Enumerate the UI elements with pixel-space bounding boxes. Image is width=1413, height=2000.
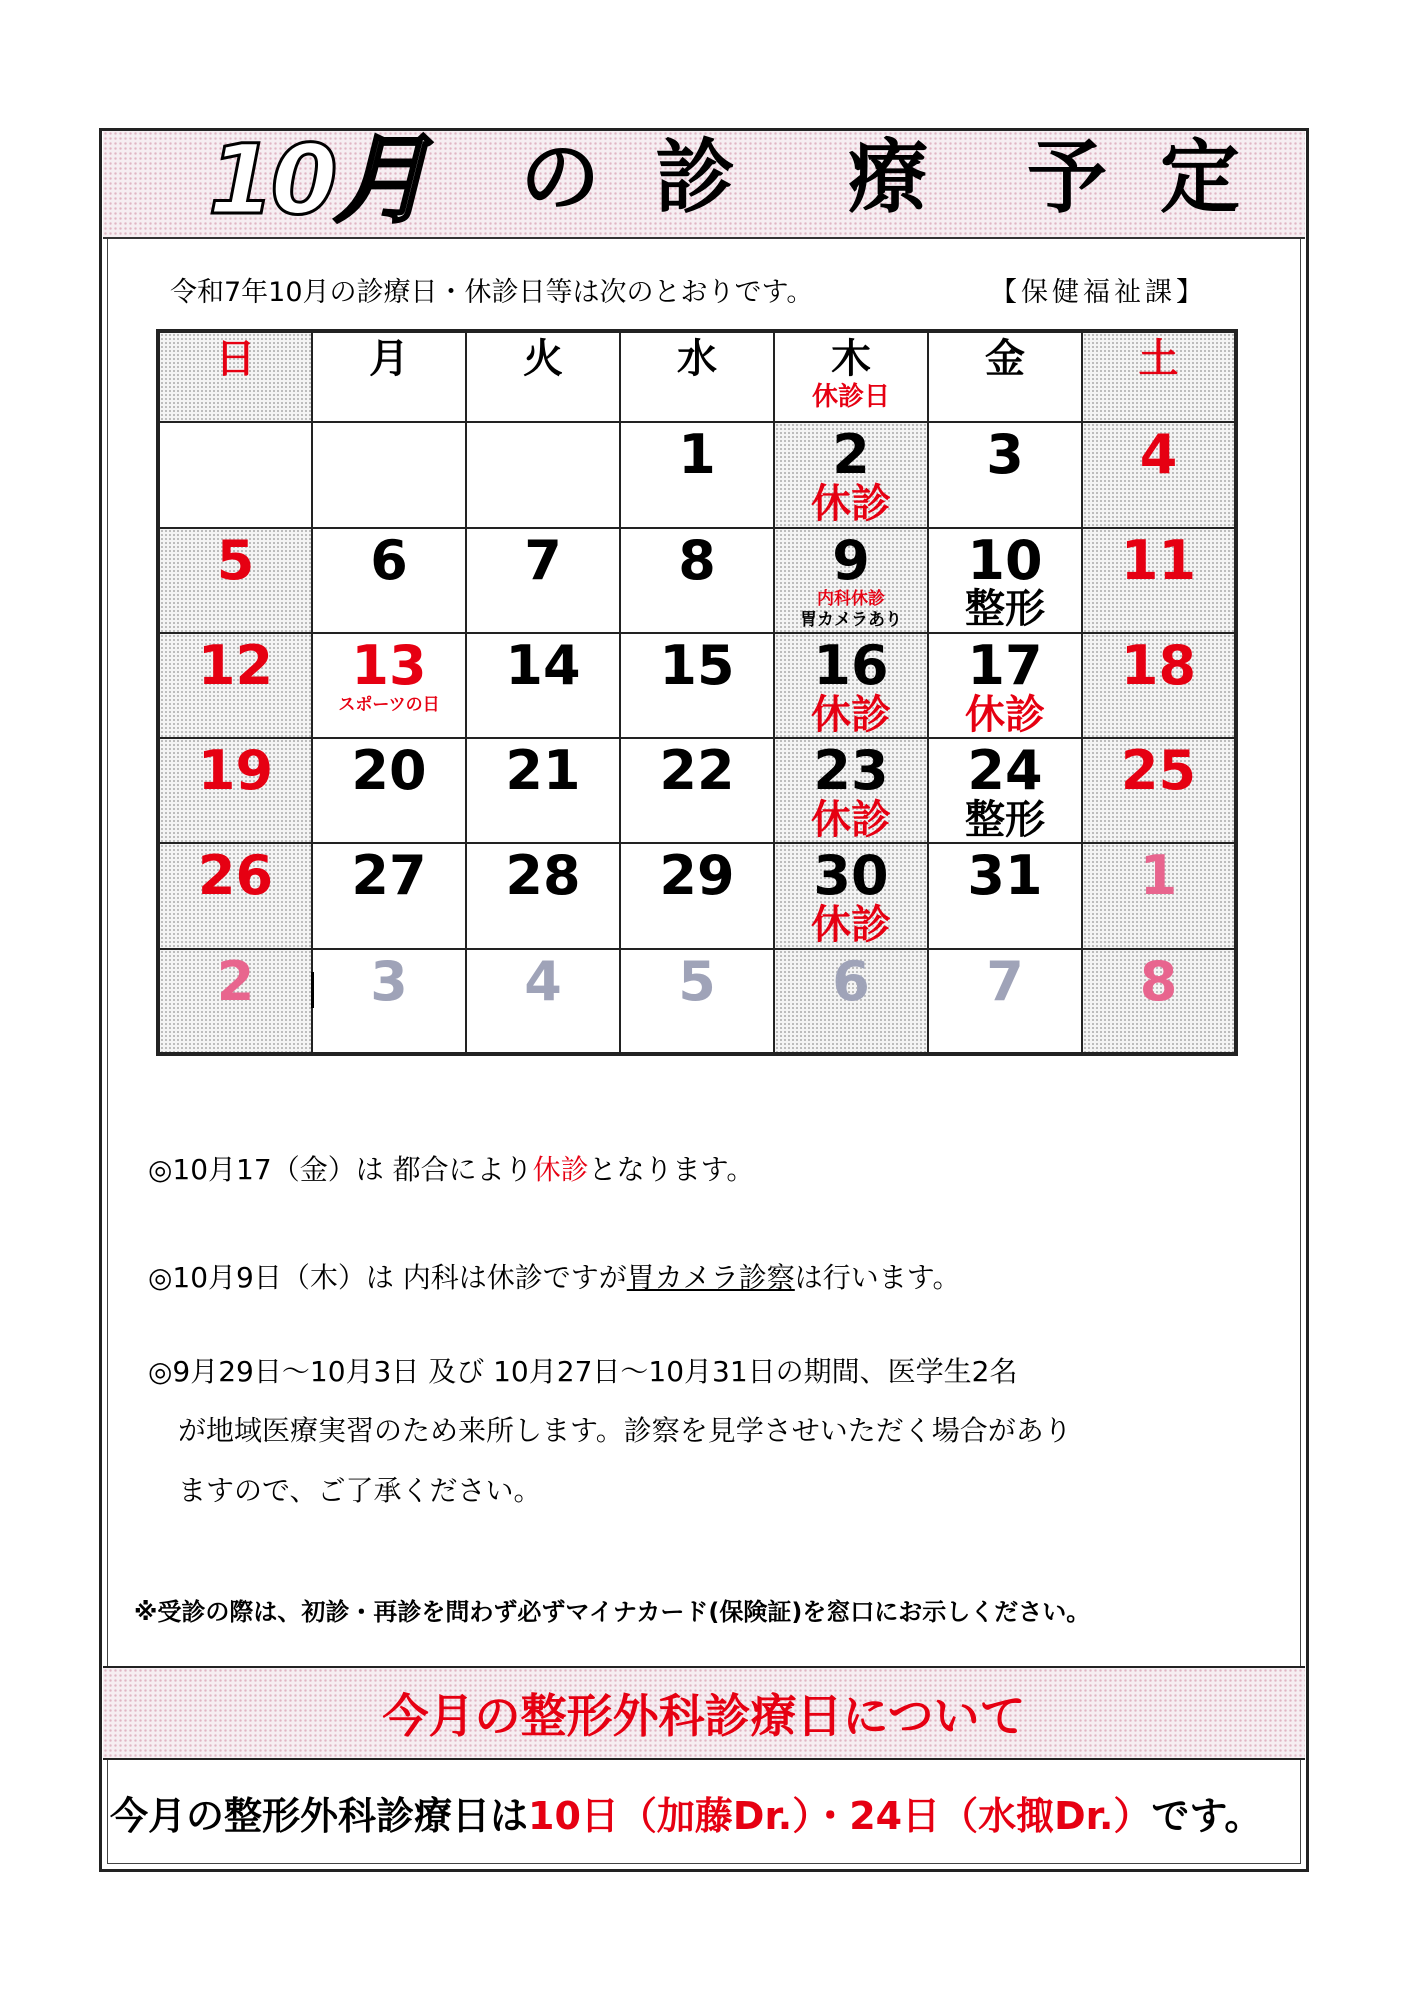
day-number: 7 [524, 528, 562, 592]
closed-label: 休診 [811, 796, 891, 843]
note-closed-17: ◎10月17（金）は 都合により休診となります。 [148, 1153, 755, 1186]
calendar-day-cell [312, 843, 466, 948]
day-number: 18 [1120, 633, 1197, 697]
title-char-yo: 予 [1027, 131, 1107, 224]
day-number: 19 [197, 739, 274, 803]
day-number: 1 [1139, 844, 1178, 908]
calendar-week-row [158, 422, 1236, 527]
day-number: 14 [505, 633, 581, 697]
closed-label: 休診 [965, 691, 1045, 738]
weekday-mon: 月 [312, 331, 466, 422]
day-number: 27 [351, 844, 427, 908]
calendar-day-cell [620, 738, 774, 843]
divider [103, 1758, 1305, 1760]
day-number: 22 [659, 739, 735, 803]
day-number: 8 [678, 528, 716, 592]
weekday-sat: 土 [1082, 331, 1236, 422]
calendar-day-cell [158, 738, 312, 843]
calendar-week-row [158, 528, 1236, 633]
weekday-wed: 水 [620, 331, 774, 422]
title-char-no: の [520, 131, 600, 224]
day-number: 15 [659, 633, 735, 697]
calendar-day-cell [774, 949, 928, 1054]
calendar-day-cell [1082, 843, 1236, 948]
calendar-day-cell [312, 738, 466, 843]
calendar-day-cell [312, 422, 466, 527]
day-number: 2 [216, 949, 255, 1013]
calendar-day-cell [774, 633, 928, 738]
calendar-day-cell [1082, 738, 1236, 843]
orthopedics-label: 整形 [965, 796, 1045, 843]
calendar-day-cell [774, 422, 928, 527]
day-number: 11 [1120, 528, 1197, 592]
closed-label: 休診 [811, 902, 891, 949]
day-number: 17 [967, 633, 1043, 697]
title-char-shin: 診 [655, 131, 735, 224]
closed-label: 休診 [811, 480, 891, 527]
calendar-day-cell [1082, 528, 1236, 633]
day-number: 5 [216, 528, 255, 592]
calendar-day-cell [466, 528, 620, 633]
calendar-week-row [158, 949, 1236, 1054]
caution-note: ※受診の際は、初診・再診を問わず必ずマイナカード(保険証)を窓口にお示しください。 [134, 1598, 1091, 1626]
calendar-day-cell [774, 528, 928, 633]
day-number: 9 [832, 528, 870, 592]
holiday-label: スポーツの日 [338, 694, 440, 715]
weekday-fri: 金 [928, 331, 1082, 422]
calendar-day-cell [466, 949, 620, 1054]
title-month: 10月 [208, 124, 426, 236]
calendar-day-cell [774, 843, 928, 948]
calendar-day-cell [928, 949, 1082, 1054]
calendar-day-cell [466, 843, 620, 948]
day-number: 10 [967, 528, 1043, 592]
calendar-day-cell [928, 528, 1082, 633]
endoscopy-available-label: 胃カメラあり [800, 609, 902, 630]
calendar-day-cell [1082, 949, 1236, 1054]
day-number: 26 [197, 844, 274, 908]
orthopedics-days: 今月の整形外科診療日は10日（加藤Dr.）・24日（水掫Dr.）です。 [110, 1794, 1263, 1838]
note-endoscopy-9: ◎10月9日（木）は 内科は休診ですが胃カメラ診察は行います。 [148, 1261, 961, 1294]
calendar-day-cell [620, 528, 774, 633]
internal-medicine-closed-label: 内科休診 [817, 589, 885, 610]
day-number: 5 [678, 949, 716, 1013]
calendar-day-cell [928, 422, 1082, 527]
calendar-day-cell [466, 633, 620, 738]
day-number: 7 [986, 949, 1024, 1013]
note-medical-students: ◎9月29日～10月3日 及び 10月27日～10月31日の期間、医学生2名 が地域医療実習のため来所します。診察を見学させいただく場合があり ますので、ご了承ください。 [148, 1355, 1072, 1507]
calendar-day-cell [466, 422, 620, 527]
thursday-closed-note: 休診日 [811, 382, 890, 412]
calendar-day-cell [620, 633, 774, 738]
calendar-week-row [158, 843, 1236, 948]
title-char-tei: 定 [1160, 131, 1240, 224]
day-number: 31 [967, 844, 1043, 908]
closed-label: 休診 [811, 691, 891, 738]
calendar-day-cell [158, 949, 312, 1054]
calendar-day-cell [158, 633, 312, 738]
day-number: 23 [813, 739, 889, 803]
subtitle: 令和7年10月の診療日・休診日等は次のとおりです。 [170, 277, 814, 308]
day-number: 4 [524, 949, 562, 1013]
day-number: 30 [813, 844, 889, 908]
calendar-day-cell [1082, 422, 1236, 527]
weekday-thu: 木 休診日 [774, 331, 928, 422]
calendar-day-cell [620, 422, 774, 527]
calendar-day-cell [312, 633, 466, 738]
day-number: 25 [1120, 739, 1197, 803]
calendar-day-cell [312, 949, 466, 1054]
day-number: 6 [370, 528, 408, 592]
orthopedics-heading: 今月の整形外科診療日について [382, 1689, 1026, 1743]
calendar-day-cell [1082, 633, 1236, 738]
day-number: 1 [678, 423, 716, 487]
calendar-day-cell [928, 843, 1082, 948]
weekday-header-row [158, 331, 1236, 422]
day-number: 24 [967, 739, 1043, 803]
calendar-day-cell [928, 633, 1082, 738]
calendar-day-cell [158, 422, 312, 527]
day-number: 13 [351, 633, 427, 697]
calendar-day-cell [620, 949, 774, 1054]
calendar-week-row [158, 633, 1236, 738]
calendar-day-cell [928, 738, 1082, 843]
day-number: 29 [659, 844, 735, 908]
department-label: 【保健福祉課】 [990, 277, 1207, 308]
calendar-day-cell [312, 528, 466, 633]
calendar-day-cell [158, 528, 312, 633]
orthopedics-band [103, 1668, 1305, 1758]
day-number: 28 [505, 844, 581, 908]
day-number: 2 [832, 423, 870, 487]
day-number: 20 [351, 739, 427, 803]
day-number: 4 [1139, 423, 1178, 487]
calendar-week-row [158, 738, 1236, 843]
calendar-day-cell [158, 843, 312, 948]
day-number: 16 [813, 633, 889, 697]
day-number: 21 [505, 739, 581, 803]
day-number: 12 [197, 633, 274, 697]
title-char-ryo: 療 [848, 131, 928, 224]
calendar-day-cell [466, 738, 620, 843]
day-number: 3 [986, 423, 1024, 487]
day-number: 8 [1139, 949, 1178, 1013]
day-number: 6 [832, 949, 870, 1013]
calendar-table [156, 329, 1238, 1056]
orthopedics-label: 整形 [965, 586, 1045, 633]
calendar-day-cell [774, 738, 928, 843]
weekday-sun: 日 [158, 331, 312, 422]
weekday-tue: 火 [466, 331, 620, 422]
day-number: 3 [370, 949, 408, 1013]
calendar-day-cell [620, 843, 774, 948]
